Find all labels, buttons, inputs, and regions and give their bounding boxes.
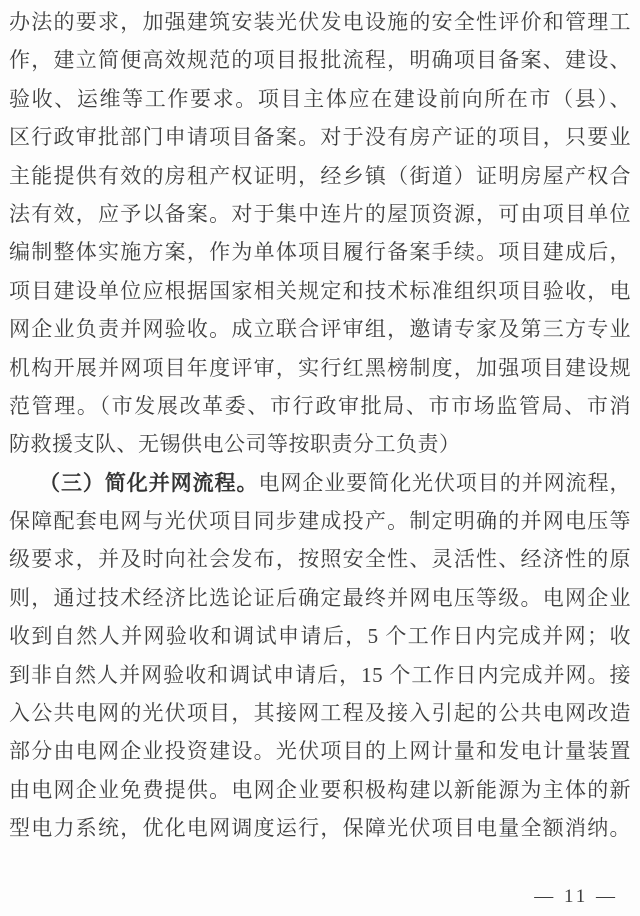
text-line: 区行政审批部门申请项目备案。对于没有房产证的项目，只要业 [9,125,631,150]
text-line: 范管理。（市发展改革委、市行政审批局、市市场监管局、市消 [9,393,631,418]
text-line: 由电网企业免费提供。电网企业要积极构建以新能源为主体的新 [9,777,631,802]
text-line: 部分由电网企业投资建设。光伏项目的上网计量和发电计量装置 [9,739,631,764]
text-line-section-heading [9,464,631,502]
text-line: 收到自然人并网验收和调试申请后，5 个工作日内完成并网；收 [9,624,631,649]
text-line: 法有效，应予以备案。对于集中连片的屋顶资源，可由项目单位 [9,201,631,226]
text-line: 网企业负责并网验收。成立联合评审组，邀请专家及第三方专业 [9,317,631,342]
text-line: 主能提供有效的房租产权证明，经乡镇（街道）证明房屋产权合 [9,163,631,188]
text-line: 验收、运维等工作要求。项目主体应在建设前向所在市（县）、 [9,86,631,111]
document-text-block [9,3,631,848]
text-line: 到非自然人并网验收和调试申请后，15 个工作日内完成并网。接 [9,662,631,687]
text-line: 编制整体实施方案，作为单体项目履行备案手续。项目建成后， [9,240,631,265]
text-line: 保障配套电网与光伏项目同步建成投产。制定明确的并网电压等 [9,509,631,534]
text-line: 办法的要求，加强建筑安装光伏发电设施的安全性评价和管理工 [9,10,631,34]
text-line: 则，通过技术经济比选论证后确定最终并网电压等级。电网企业 [9,585,631,610]
text-line: 防救援支队、无锡供电公司等按职责分工负责） [9,432,461,457]
section-heading: （三）简化并网流程。 [39,470,259,495]
section-heading-rest: 电网企业要简化光伏项目的并网流程， [258,470,632,495]
page-number: — 11 — [534,886,618,907]
text-line: 项目建设单位应根据国家相关规定和技术标准组织项目验收，电 [9,278,631,303]
text-line: 型电力系统，优化电网调度运行，保障光伏项目电量全额消纳。 [9,816,631,841]
text-line: 机构开展并网项目年度评审，实行红黑榜制度，加强项目建设规 [9,355,631,380]
text-line: 入公共电网的光伏项目，其接网工程及接入引起的公共电网改造 [9,701,631,726]
text-line: 作，建立简便高效规范的项目报批流程，明确项目备案、建设、 [9,48,631,73]
text-line: 级要求，并及时向社会发布，按照安全性、灵活性、经济性的原 [9,547,631,572]
